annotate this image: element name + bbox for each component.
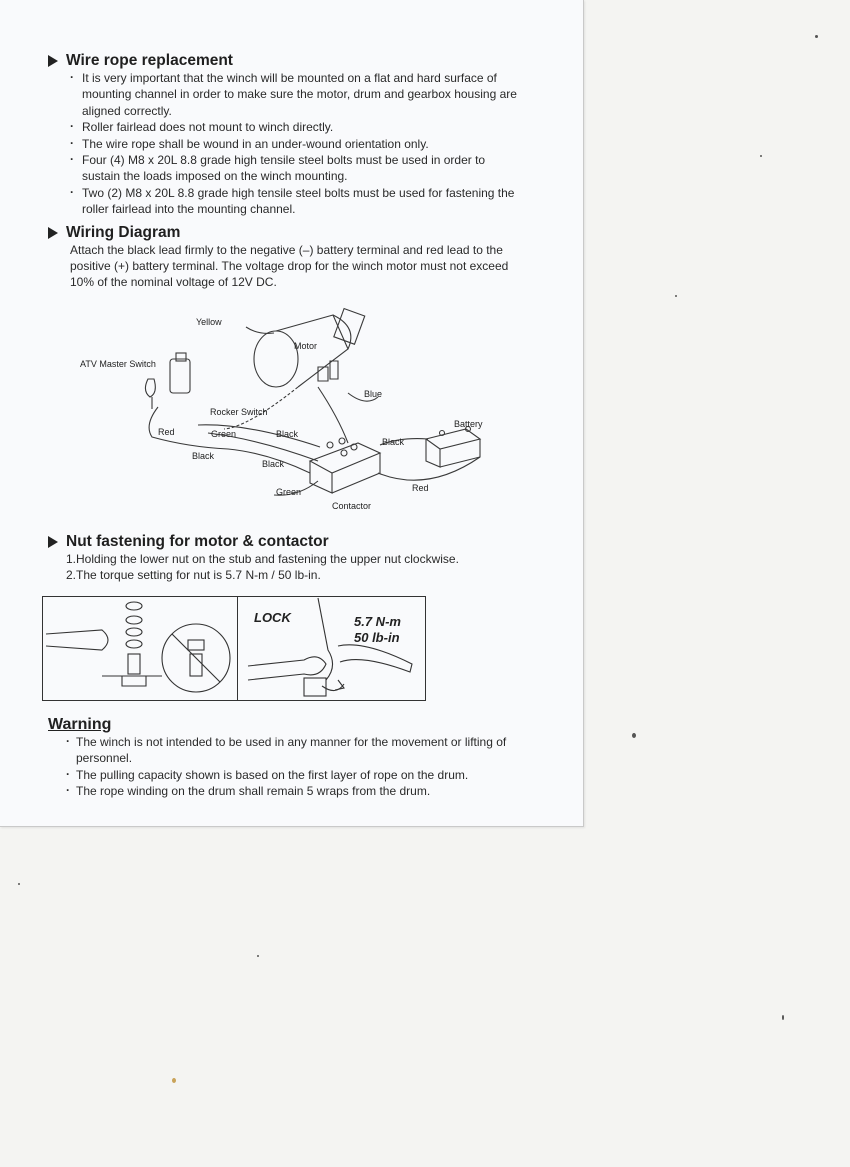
list-item: · Four (4) M8 x 20L 8.8 grade high tensile steel bolts must be used in order to sustain the loads imposed on the winch mounting.: [70, 152, 518, 185]
list-item: · The rope winding on the drum shall remain 5 wraps from the drum.: [66, 783, 518, 799]
scan-speck: [632, 733, 636, 738]
battery-icon: [426, 426, 480, 467]
washer-stack-icon: [102, 602, 162, 686]
label-black: Black: [192, 450, 215, 461]
scan-speck: [18, 883, 20, 885]
warning-list: [48, 734, 518, 800]
list-item: · Two (2) M8 x 20L 8.8 grade high tensile steel bolts must be used for fastening the roller fairlead into the mounting channel.: [70, 185, 518, 218]
wire-rope-section: [48, 52, 518, 218]
step-item: 2.The torque setting for nut is 5.7 N-m / 50 lb-in.: [66, 568, 321, 583]
lock-label: LOCK: [254, 609, 291, 625]
label-motor: Motor: [294, 340, 318, 351]
list-item: · Roller fairlead does not mount to winch directly.: [70, 119, 518, 135]
wire-rope-title: Wire rope replacement: [66, 52, 233, 69]
torque-lbin-label: 50 lb-in: [354, 629, 400, 645]
label-blue: Blue: [364, 388, 383, 399]
triangle-bullet-icon: [48, 536, 58, 548]
nut-title: Nut fastening for motor & contactor: [66, 532, 329, 550]
nut-diagram: [42, 590, 472, 708]
scan-speck: [782, 1015, 784, 1020]
warning-title: Warning: [48, 715, 112, 733]
section-heading: [48, 533, 518, 551]
label-black: Black: [382, 436, 405, 447]
label-red: Red: [412, 482, 429, 493]
scan-speck: [172, 1078, 176, 1083]
wiring-diagram: [48, 297, 518, 529]
page-content: [48, 52, 518, 799]
list-item: · The pulling capacity shown is based on the first layer of rope on the drum.: [66, 767, 518, 783]
nut-section: [48, 533, 518, 708]
scan-speck: [760, 155, 762, 157]
label-rocker-switch: Rocker Switch: [210, 406, 268, 417]
nut-steps: [66, 551, 518, 584]
manual-page: [0, 0, 584, 827]
wiring-title: Wiring Diagram: [66, 223, 181, 241]
scan-speck: [815, 35, 818, 38]
triangle-bullet-icon: [48, 55, 58, 67]
label-green: Green: [276, 486, 302, 497]
list-item: · The winch is not intended to be used in any manner for the movement or lifting of personnel.: [66, 734, 518, 767]
torque-nm-label: 5.7 N-m: [354, 613, 401, 629]
label-red: Red: [158, 426, 175, 437]
triangle-bullet-icon: [48, 227, 58, 239]
scan-speck: [257, 955, 259, 957]
label-green: Green: [211, 428, 237, 439]
wiring-text: Attach the black lead firmly to the negative (–) battery terminal and red lead to the positive (+) battery terminal. The voltage drop for the winch motor must not exceed 10% of the nominal voltage of 12V DC.: [70, 242, 509, 290]
label-black: Black: [276, 428, 299, 439]
wire-rope-list: [48, 70, 518, 218]
label-yellow: Yellow: [196, 316, 222, 327]
warning-section: [48, 716, 518, 800]
list-item: · The wire rope shall be wound in an under-wound orientation only.: [70, 136, 518, 152]
label-contactor: Contactor: [332, 500, 372, 511]
section-heading: [48, 224, 518, 242]
label-atv-switch: ATV Master Switch: [80, 358, 156, 369]
wrench-icon: [46, 630, 108, 650]
section-heading: [48, 52, 518, 70]
prohibited-icon: [162, 624, 230, 692]
step-item: 1.Holding the lower nut on the stub and fastening the upper nut clockwise.: [66, 551, 459, 566]
wiring-section: [48, 224, 518, 529]
label-battery: Battery: [454, 418, 483, 429]
blue-wire: [318, 387, 348, 443]
label-black: Black: [262, 458, 285, 469]
list-item: · It is very important that the winch will be mounted on a flat and hard surface of mounting channel in order to make sure the motor, drum and gearbox housing are aligned correctly.: [70, 70, 518, 119]
scan-speck: [675, 295, 677, 297]
contactor-icon: [310, 438, 380, 493]
